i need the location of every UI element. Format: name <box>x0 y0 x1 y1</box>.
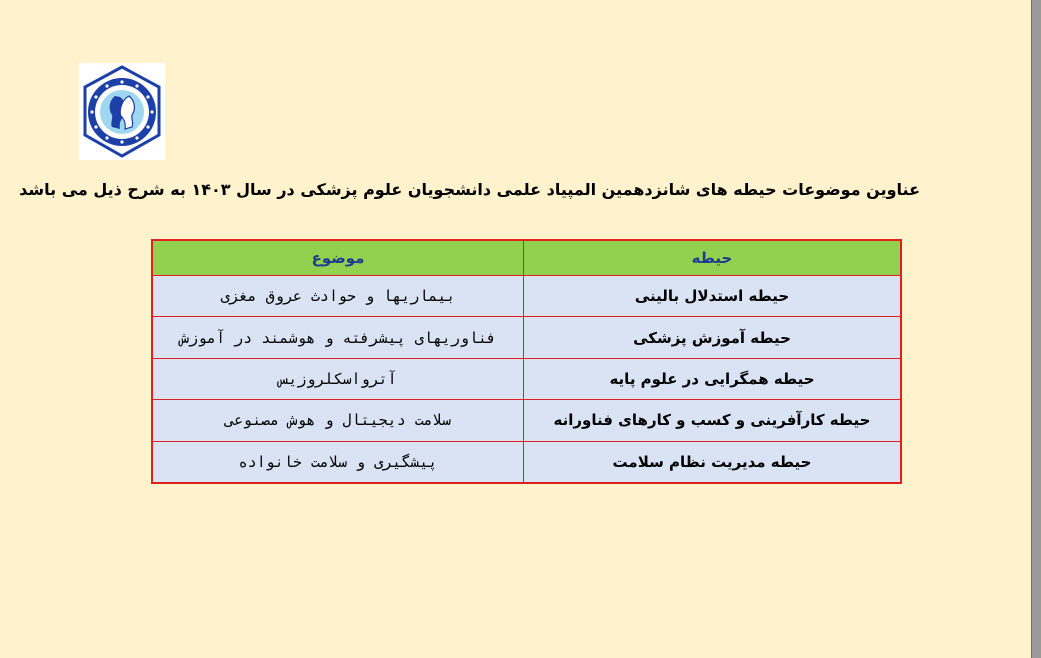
table-row <box>152 400 901 441</box>
topic-cell: بیماریها و حوادث عروق مغزی <box>152 276 524 317</box>
olympiad-fields-table <box>151 239 902 484</box>
viewer-scrollbar-edge[interactable] <box>1031 0 1041 658</box>
topic-cell: پیشگیری و سلامت خانواده <box>152 441 524 483</box>
field-cell: حیطه آموزش پزشکی <box>524 317 902 358</box>
olympiad-emblem-icon <box>79 63 165 160</box>
table-row <box>152 441 901 483</box>
table-row <box>152 317 901 358</box>
topic-cell: سلامت دیجیتال و هوش مصنوعی <box>152 400 524 441</box>
header-field: حیطه <box>524 240 902 276</box>
field-cell: حیطه استدلال بالینی <box>524 276 902 317</box>
topic-cell: آترواسکلروزیس <box>152 358 524 399</box>
header-topic: موضوع <box>152 240 524 276</box>
table-row <box>152 358 901 399</box>
field-cell: حیطه همگرایی در علوم پایه <box>524 358 902 399</box>
table-row <box>152 276 901 317</box>
topic-cell: فناوریهای پیشرفته و هوشمند در آموزش <box>152 317 524 358</box>
olympiad-logo <box>79 63 165 160</box>
table-header-row <box>152 240 901 276</box>
page-title: عناوین موضوعات حیطه های شانزدهمین المپیاد علمی دانشجویان علوم پزشکی در سال ۱۴۰۳ به شرح ذیل می باشد <box>19 180 920 199</box>
field-cell: حیطه کارآفرینی و کسب و کارهای فناورانه <box>524 400 902 441</box>
field-cell: حیطه مدیریت نظام سلامت <box>524 441 902 483</box>
